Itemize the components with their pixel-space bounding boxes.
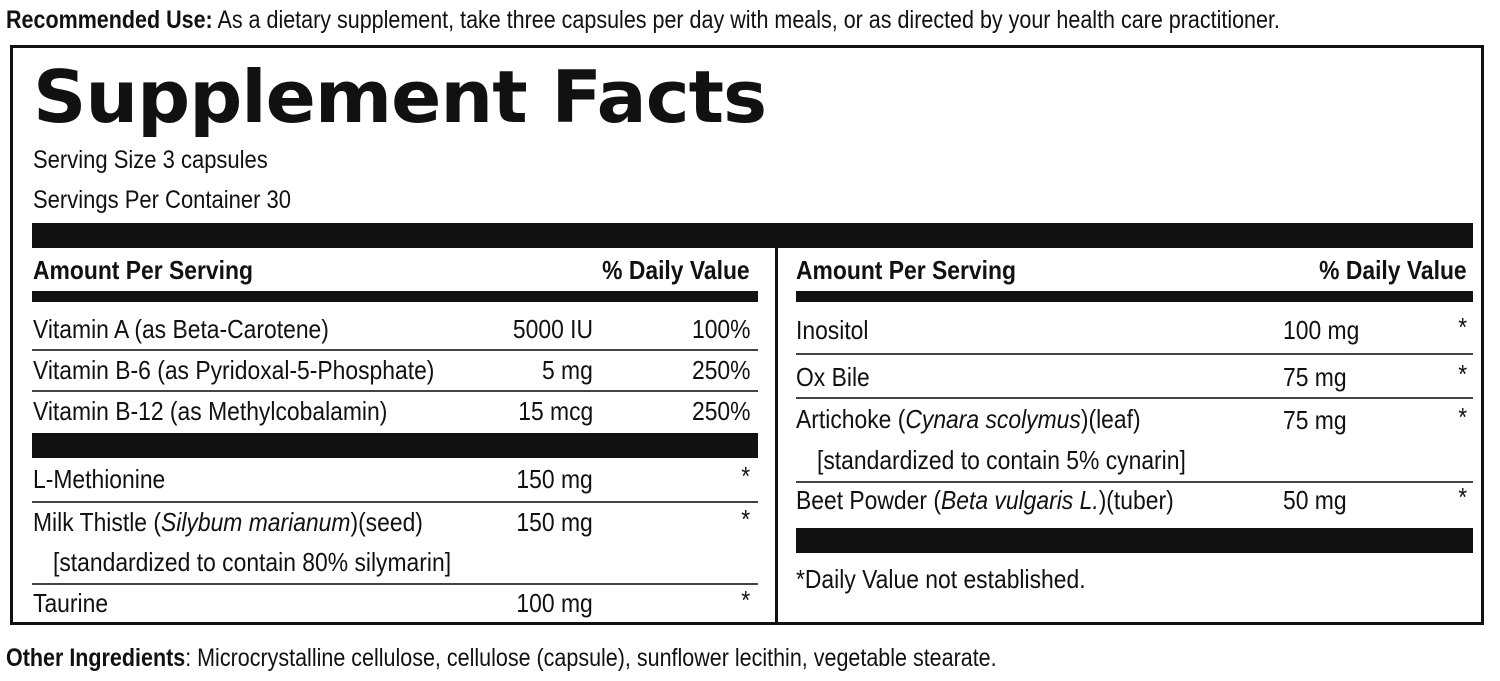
left-row-dv: 100%: [691, 314, 750, 344]
thick-divider-right: [796, 528, 1473, 553]
left-row-dv: 250%: [691, 396, 750, 426]
left-header-dv: % Daily Value: [602, 255, 750, 285]
other-ingredients-text: : Microcrystalline cellulose, cellulose (capsule), sunflower lecithin, vegetable stearate.: [185, 644, 997, 672]
left-row-amount: 150 mg: [516, 507, 593, 537]
right-row-subtext: [standardized to contain 5% cynarin]: [817, 445, 1186, 475]
left-row-amount: 150 mg: [516, 464, 593, 494]
daily-value-footnote: *Daily Value not established.: [796, 564, 1086, 594]
row-divider: [796, 397, 1473, 399]
left-header-divider: [32, 291, 758, 302]
left-row-name: Taurine: [33, 588, 109, 618]
right-row-amount: 100 mg: [1283, 315, 1360, 345]
right-header-amount: Amount Per Serving: [796, 255, 1016, 285]
recommended-use-label: Recommended Use:: [6, 6, 213, 34]
left-row-amount: 5000 IU: [512, 314, 593, 344]
left-row-dv: *: [741, 504, 750, 534]
left-row-amount: 5 mg: [542, 355, 593, 385]
right-header-dv: % Daily Value: [1319, 255, 1467, 285]
servings-per-container: Servings Per Container 30: [33, 186, 292, 214]
right-row-name: Inositol: [796, 315, 869, 345]
other-ingredients-label: Other Ingredients: [6, 644, 186, 672]
thick-divider-middle: [32, 433, 758, 458]
left-row-amount: 15 mcg: [517, 396, 593, 426]
left-row-dv: 250%: [691, 355, 750, 385]
left-row-name: L-Methionine: [33, 464, 166, 494]
row-divider: [796, 353, 1473, 355]
left-header-amount: Amount Per Serving: [33, 255, 253, 285]
other-ingredients: [6, 642, 1287, 674]
left-row-name: Vitamin B-12 (as Methylcobalamin): [33, 396, 388, 426]
left-row-subtext: [standardized to contain 80% silymarin]: [53, 547, 452, 577]
left-row-amount: 100 mg: [516, 588, 593, 618]
right-row-name: Beet Powder (Beta vulgaris L.)(tuber): [796, 485, 1174, 515]
row-divider: [32, 349, 758, 351]
left-row-name: Vitamin B-6 (as Pyridoxal-5-Phosphate): [33, 355, 435, 385]
right-row-dv: *: [1458, 402, 1467, 432]
right-row-amount: 75 mg: [1283, 362, 1347, 392]
right-row-name: Ox Bile: [796, 362, 870, 392]
supplement-facts-panel: [10, 45, 1484, 625]
column-divider: [775, 248, 778, 625]
right-row-amount: 50 mg: [1283, 485, 1347, 515]
left-row-name: Vitamin A (as Beta-Carotene): [33, 314, 329, 344]
row-divider: [32, 583, 758, 585]
row-divider: [32, 501, 758, 503]
row-divider: [32, 390, 758, 392]
left-row-dv: *: [741, 585, 750, 615]
left-row-name: Milk Thistle (Silybum marianum)(seed): [33, 507, 423, 537]
recommended-use-text: As a dietary supplement, take three capsules per day with meals, or as directed by your health care practitioner.: [212, 6, 1280, 34]
left-row-dv: *: [741, 461, 750, 491]
row-divider: [796, 481, 1473, 483]
right-row-dv: *: [1458, 359, 1467, 389]
right-header-divider: [796, 291, 1473, 302]
right-row-amount: 75 mg: [1283, 405, 1347, 435]
recommended-use: [6, 4, 1287, 36]
panel-title: Supplement Facts: [33, 55, 767, 139]
thick-divider-top: [32, 223, 1473, 248]
right-row-dv: *: [1458, 312, 1467, 342]
right-row-name: Artichoke (Cynara scolymus)(leaf): [796, 404, 1141, 434]
serving-size: Serving Size 3 capsules: [33, 146, 268, 174]
right-row-dv: *: [1458, 482, 1467, 512]
